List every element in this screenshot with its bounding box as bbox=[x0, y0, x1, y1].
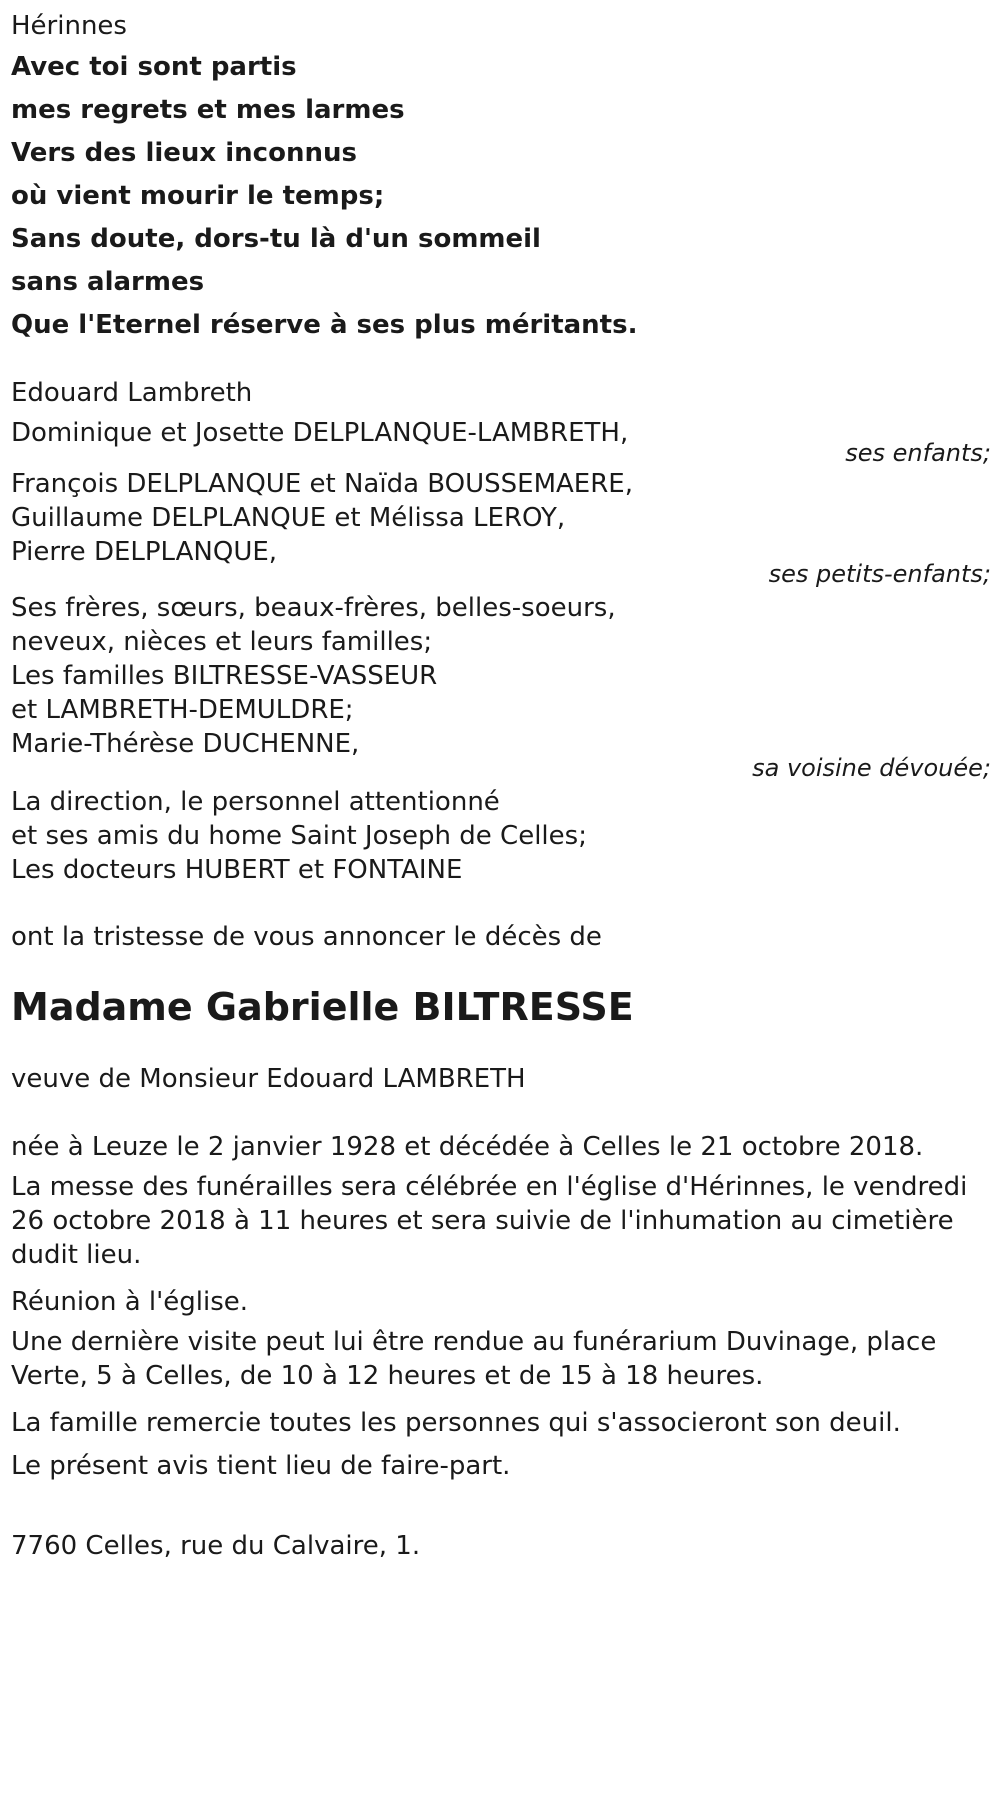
obituary-notice bbox=[11, 6, 991, 1566]
poem-line: où vient mourir le temps; bbox=[11, 181, 385, 211]
grandchildren-group bbox=[11, 467, 991, 591]
home-line: Les docteurs HUBERT et FONTAINE bbox=[11, 855, 463, 885]
meeting-text: Réunion à l'église. bbox=[11, 1287, 249, 1317]
grandchild-line: Pierre DELPLANQUE, bbox=[11, 537, 278, 567]
thanks-text: La famille remercie toutes les personnes qui s'associeront son deuil. bbox=[11, 1408, 901, 1438]
relatives-group bbox=[11, 591, 991, 785]
widow-of-text: veuve de Monsieur Edouard LAMBRETH bbox=[11, 1064, 526, 1094]
poem-line: Sans doute, dors-tu là d'un sommeil bbox=[11, 224, 541, 254]
poem-line: Vers des lieux inconnus bbox=[11, 138, 357, 168]
relative-line: Ses frères, sœurs, beaux-frères, belles-soeurs, bbox=[11, 593, 616, 623]
home-group bbox=[11, 785, 991, 887]
place-name: Hérinnes bbox=[11, 11, 127, 41]
address-text: 7760 Celles, rue du Calvaire, 1. bbox=[11, 1531, 421, 1561]
home-line: et ses amis du home Saint Joseph de Celles; bbox=[11, 821, 587, 851]
relative-line: et LAMBRETH-DEMULDRE; bbox=[11, 695, 354, 725]
funeral-mass-text: La messe des funérailles sera célébrée en l'église d'Hérinnes, le vendredi 26 octobre 2018 à 11 heures et sera suivie de l'inhumation au cimetière dudit lieu. bbox=[11, 1172, 968, 1270]
grandchildren-role: ses petits-enfants; bbox=[768, 560, 991, 588]
notice-text: Le présent avis tient lieu de faire-part. bbox=[11, 1451, 511, 1481]
deceased-name: Madame Gabrielle BILTRESSE bbox=[11, 985, 634, 1029]
neighbor-role: sa voisine dévouée; bbox=[752, 754, 991, 782]
home-line: La direction, le personnel attentionné bbox=[11, 787, 500, 817]
relative-line: Marie-Thérèse DUCHENNE, bbox=[11, 729, 360, 759]
children-group bbox=[11, 413, 991, 467]
relative-line: Les familles BILTRESSE-VASSEUR bbox=[11, 661, 438, 691]
grandchild-line: François DELPLANQUE et Naïda BOUSSEMAERE, bbox=[11, 469, 633, 499]
birth-death-text: née à Leuze le 2 janvier 1928 et décédée à Celles le 21 octobre 2018. bbox=[11, 1132, 924, 1162]
poem-line: mes regrets et mes larmes bbox=[11, 95, 405, 125]
relative-line: neveux, nièces et leurs familles; bbox=[11, 627, 433, 657]
spouse-name: Edouard Lambreth bbox=[11, 378, 253, 408]
grandchild-line: Guillaume DELPLANQUE et Mélissa LEROY, bbox=[11, 503, 566, 533]
poem-line: Avec toi sont partis bbox=[11, 52, 297, 82]
children-role: ses enfants; bbox=[845, 439, 991, 467]
announcement-text: ont la tristesse de vous annoncer le décès de bbox=[11, 922, 602, 952]
visit-text: Une dernière visite peut lui être rendue au funérarium Duvinage, place Verte, 5 à Celles, de 10 à 12 heures et de 15 à 18 heures. bbox=[11, 1327, 937, 1391]
children-line: Dominique et Josette DELPLANQUE-LAMBRETH, bbox=[11, 418, 629, 448]
poem bbox=[11, 46, 991, 347]
poem-line: Que l'Eternel réserve à ses plus méritants. bbox=[11, 310, 638, 340]
poem-line: sans alarmes bbox=[11, 267, 205, 297]
